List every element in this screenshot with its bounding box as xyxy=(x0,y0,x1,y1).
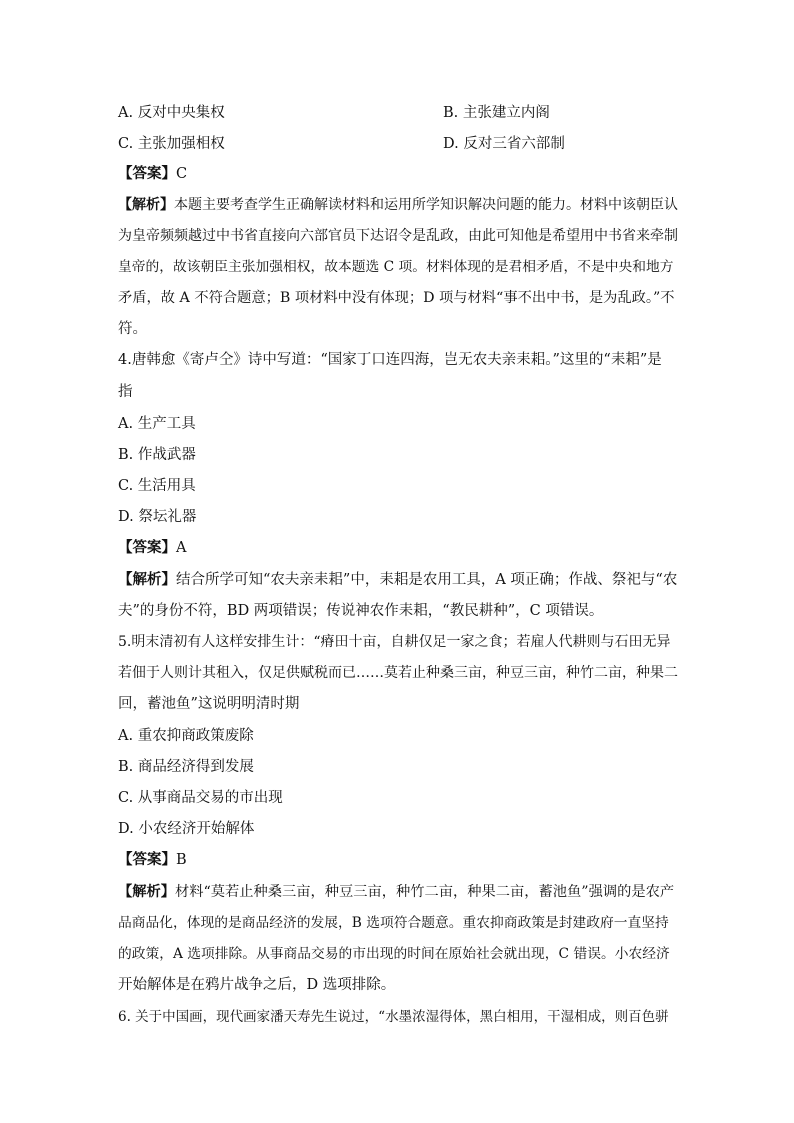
q3-analysis-line-4: 矛盾，故 A 不符合题意；B 项材料中没有体现；D 项与材料“事不出中书，是为乱政。”不 xyxy=(118,290,675,306)
analysis-text: 本题主要考查学生正确解读材料和运用所学知识解决问题的能力。材料中该朝臣认 xyxy=(174,197,678,213)
q5-option-c: C. 从事商品交易的市出现 xyxy=(118,790,283,806)
q4-option-d: D. 祭坛礼器 xyxy=(118,509,197,525)
q5-analysis-line-1 xyxy=(118,882,678,902)
analysis-label: 【解析】 xyxy=(118,884,176,900)
q5-analysis-line-2: 品商品化，体现的是商品经济的发展，B 选项符合题意。重农抑商政策是封建政府一直坚持 xyxy=(118,915,669,931)
q3-answer xyxy=(118,164,678,184)
q5-analysis-line-4: 开始解体是在鸦片战争之后，D 选项排除。 xyxy=(118,977,396,993)
q5-option-a: A. 重农抑商政策废除 xyxy=(118,728,254,744)
answer-label: 【答案】 xyxy=(118,539,176,556)
q3-analysis-line-1 xyxy=(118,195,678,215)
q4-option-a: A. 生产工具 xyxy=(118,416,196,432)
q5-stem-line-2: 若佃于人则计其租入，仅足供赋税而已……莫若止种桑三亩，种豆三亩，种竹二亩，种果二 xyxy=(118,665,678,681)
q3-option-a: A. 反对中央集权 xyxy=(118,105,225,121)
q4-analysis-line-1 xyxy=(118,570,678,590)
analysis-text: 结合所学可知“农夫亲耒耜”中，耒耜是农用工具，A 项正确；作战、祭祀与“农 xyxy=(176,572,678,588)
q4-answer xyxy=(118,538,678,558)
q4-stem-line-1: 4.唐韩愈《寄卢仝》诗中写道：“国家丁口连四海，岂无农夫亲耒耜。”这里的“耒耜”是 xyxy=(118,352,662,368)
answer-value: B xyxy=(176,852,187,868)
q4-analysis-line-2: 夫”的身份不符，BD 两项错误；传说神农作耒耜，“教民耕种”，C 项错误。 xyxy=(118,603,604,619)
q3-analysis-line-5: 符。 xyxy=(118,321,147,337)
q5-option-d: D. 小农经济开始解体 xyxy=(118,821,255,837)
q4-option-b: B. 作战武器 xyxy=(118,447,196,463)
q5-answer xyxy=(118,850,678,870)
q3-option-b: B. 主张建立内阁 xyxy=(443,105,550,121)
analysis-label: 【解析】 xyxy=(118,197,174,213)
q6-stem-line-1: 6. 关于中国画，现代画家潘天寿先生说过，“水墨浓湿得体，黑白相用，干湿相成，则百色骈 xyxy=(118,1009,669,1025)
q5-analysis-line-3: 的政策，A 选项排除。从事商品交易的市出现的时间在原始社会就出现，C 错误。小农经济 xyxy=(118,946,670,962)
q5-stem-line-1: 5.明末清初有人这样安排生计：“瘠田十亩，自耕仅足一家之食；若雇人代耕则与石田无异 xyxy=(118,634,671,650)
answer-value: A xyxy=(176,540,187,556)
q4-stem-line-2: 指 xyxy=(118,384,133,400)
answer-value: C xyxy=(176,166,188,182)
analysis-text: 材料“莫若止种桑三亩，种豆三亩，种竹二亩，种果二亩，蓄池鱼”强调的是农产 xyxy=(175,884,675,900)
analysis-label: 【解析】 xyxy=(118,571,176,588)
answer-label: 【答案】 xyxy=(118,851,176,868)
q3-option-c: C. 主张加强相权 xyxy=(118,136,225,152)
q3-analysis-line-3: 皇帝的，故该朝臣主张加强相权，故本题选 C 项。材料体现的是君相矛盾，不是中央和地方 xyxy=(118,259,674,275)
q3-option-d: D. 反对三省六部制 xyxy=(443,136,565,152)
q5-option-b: B. 商品经济得到发展 xyxy=(118,759,254,775)
answer-label: 【答案】 xyxy=(118,165,176,182)
q5-stem-line-3: 回，蓄池鱼”这说明明清时期 xyxy=(118,696,300,712)
q4-option-c: C. 生活用具 xyxy=(118,478,196,494)
q3-analysis-line-2: 为皇帝频频越过中书省直接向六部官员下达诏令是乱政，由此可知他是希望用中书省来牵制 xyxy=(118,228,678,244)
